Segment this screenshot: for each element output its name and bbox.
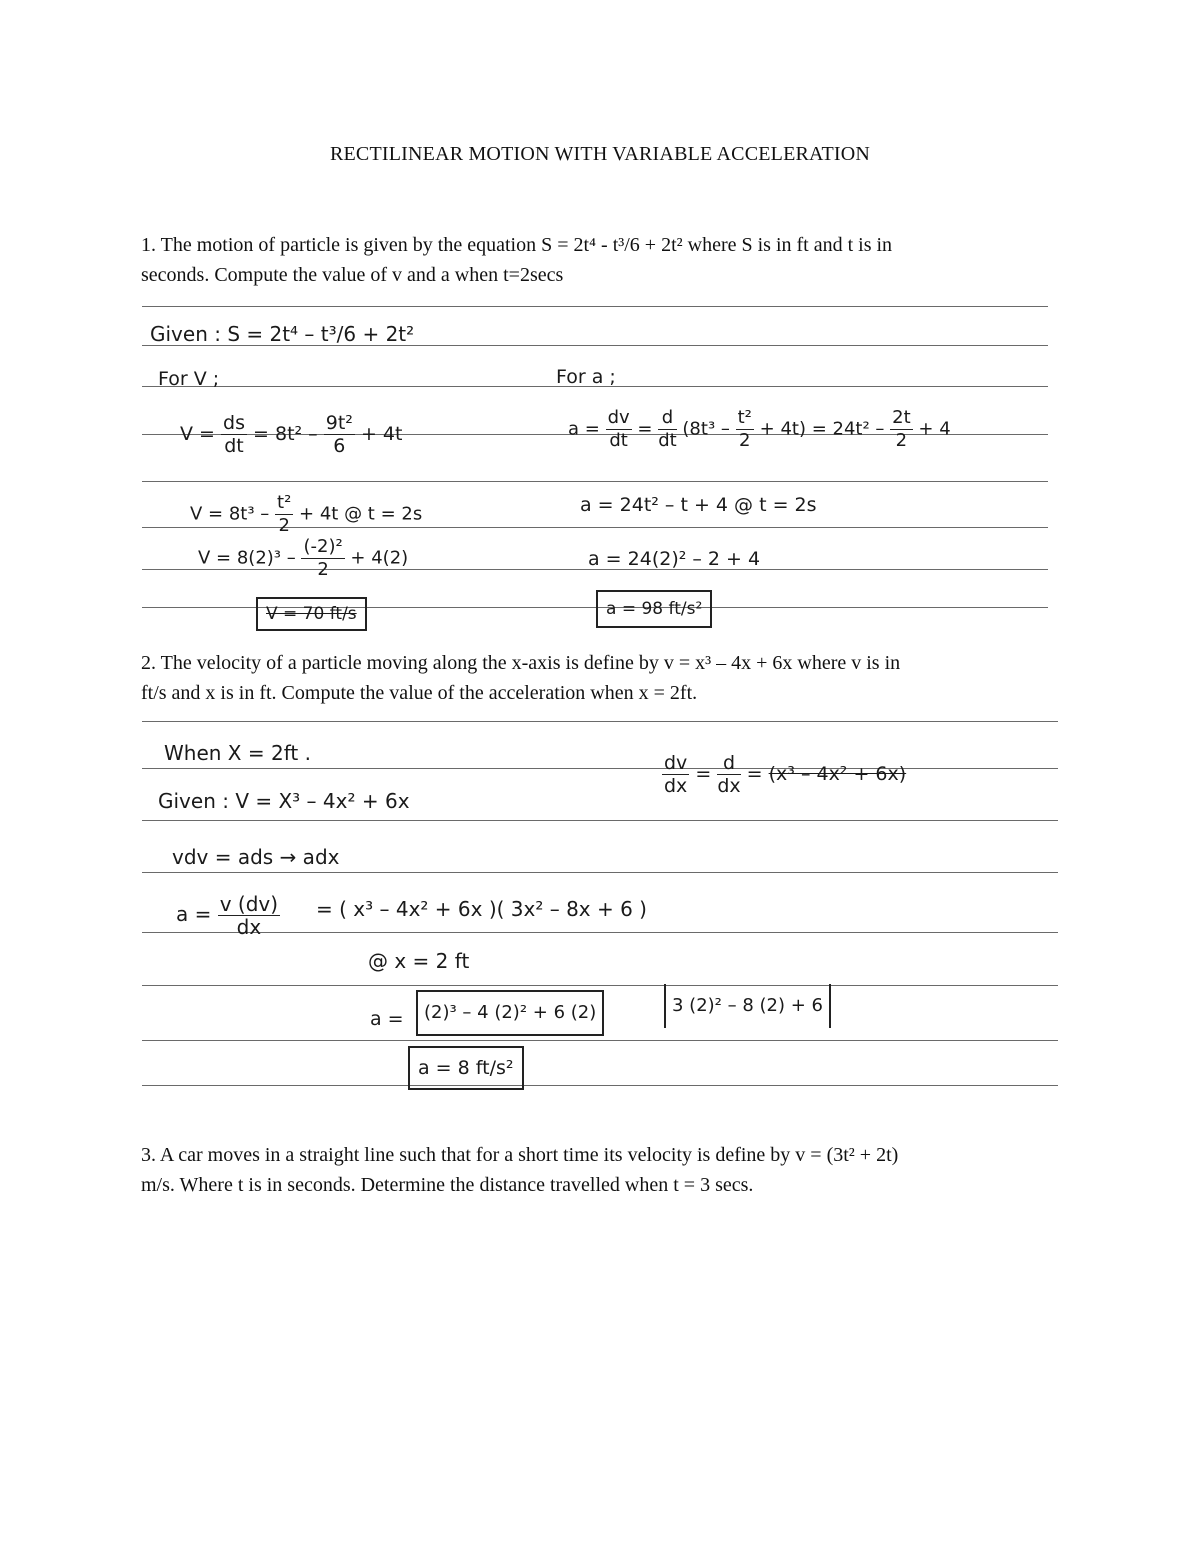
p2-d-n: d bbox=[717, 752, 740, 775]
p1-v-line2 bbox=[190, 492, 422, 537]
p2-dv-expr: (x³ – 4x² + 6x) bbox=[768, 763, 907, 785]
p1-v-rest1: = 8t² – bbox=[253, 423, 318, 445]
p1-v-ds: ds bbox=[223, 412, 245, 434]
p2-dv-frac bbox=[662, 752, 689, 797]
p2-dv-d: dx bbox=[664, 775, 688, 797]
problem-1-line-2: seconds. Compute the value of v and a when t=2secs bbox=[141, 264, 564, 286]
p1-v-line2-b: + 4t @ t = 2s bbox=[299, 503, 423, 525]
p2-a-formula bbox=[176, 893, 280, 938]
p1-v-frac-n: 9t² bbox=[325, 412, 353, 434]
p2-derivative: $\frac{dv}{dx}$ = $\frac{d}{dx}$ = (x³ – 4x² + 6x) bbox=[664, 752, 907, 797]
p1-v-line2-a: V = 8t³ – bbox=[190, 503, 270, 525]
p1-v-line3 bbox=[198, 536, 408, 581]
ruled-line bbox=[142, 768, 1058, 769]
problem-2-line-1: 2. The velocity of a particle moving along the x-axis is define by v = x³ – 4x + 6x where v is in bbox=[141, 652, 901, 674]
p1-a-d: d bbox=[658, 407, 676, 430]
problem-1-text bbox=[141, 230, 1046, 290]
p1-a-result: a = 98 ft/s² bbox=[596, 590, 712, 628]
p2-a-pre: a = bbox=[176, 902, 212, 926]
p1-v-frac-d: 6 bbox=[333, 435, 346, 457]
p1-a-frac4 bbox=[890, 407, 913, 452]
ruled-line bbox=[142, 1040, 1058, 1041]
p1-v-line2-n: t² bbox=[277, 492, 292, 513]
p1-a-end: + 4 bbox=[918, 418, 951, 440]
problem-3-text bbox=[141, 1140, 1046, 1200]
p1-v-prefix: V = bbox=[180, 423, 215, 445]
p1-v-frac2 bbox=[324, 412, 355, 457]
p1-given: Given : S = 2t⁴ – t³/6 + 2t² bbox=[150, 322, 415, 346]
p1-a-dt: dt bbox=[609, 430, 628, 451]
p1-v-line3-a: V = 8(2)³ – bbox=[198, 547, 296, 569]
p1-v-rest2: + 4t bbox=[360, 423, 403, 445]
problem-1-line-1: 1. The motion of particle is given by the equation S = 2t⁴ - t³/6 + 2t² where S is in ft and t is in bbox=[141, 234, 893, 256]
p1-v-line3-d: 2 bbox=[317, 559, 329, 580]
p2-at-x: @ x = 2 ft bbox=[368, 949, 470, 973]
p2-d-d: dx bbox=[717, 775, 741, 797]
p1-a-prefix: a = bbox=[568, 418, 600, 440]
p1-v-dt: dt bbox=[224, 435, 244, 457]
p1-a-line2: a = 24t² – t + 4 @ t = 2s bbox=[580, 494, 817, 516]
p1-a-t2: t² bbox=[737, 407, 752, 428]
ruled-line bbox=[142, 820, 1058, 821]
p2-when: When X = 2ft . bbox=[164, 741, 311, 765]
p1-v-line3-b: + 4(2) bbox=[350, 547, 409, 569]
p1-v-line2-d: 2 bbox=[278, 515, 290, 536]
p1-for-a: For a ; bbox=[556, 366, 616, 388]
p1-v-line2-frac bbox=[275, 492, 293, 537]
p1-v-line3-n: (-2)² bbox=[303, 536, 343, 557]
p1-a-dt2: dt bbox=[658, 430, 677, 451]
p1-a-rest: + 4t) = 24t² – bbox=[759, 418, 885, 440]
p2-a-sub-bracket-2: 3 (2)² – 8 (2) + 6 bbox=[664, 984, 831, 1028]
ruled-line bbox=[142, 1085, 1058, 1086]
p1-a-derivative: a = $\frac{dv}{dt}$ = $\frac{d}{dt}$ (8t³ – $\frac{\text{t²}}{2}$ + 4t) = 24t² – $\frac{2t}{2}$ + 4 bbox=[568, 407, 951, 451]
p2-dv-n: dv bbox=[664, 752, 688, 774]
p2-a-expr: = ( x³ – 4x² + 6x )( 3x² – 8x + 6 ) bbox=[316, 897, 647, 921]
p1-a-frac1 bbox=[606, 407, 632, 452]
p2-d-frac bbox=[717, 752, 740, 797]
p2-a-frac bbox=[218, 893, 280, 938]
ruled-line bbox=[142, 872, 1058, 873]
p1-v-line3-frac bbox=[301, 536, 344, 581]
p2-a-sub-prefix: a = bbox=[370, 1008, 404, 1030]
p1-v-fraction bbox=[221, 412, 247, 457]
p2-a-result: a = 8 ft/s² bbox=[408, 1046, 524, 1090]
p1-a-paren: (8t³ – bbox=[682, 418, 730, 440]
ruled-line bbox=[142, 985, 1058, 986]
p1-a-2: 2 bbox=[739, 430, 751, 451]
p1-for-v: For V ; bbox=[158, 368, 220, 390]
p2-vdv: vdv = ads → adx bbox=[172, 845, 340, 869]
p1-a-line3: a = 24(2)² – 2 + 4 bbox=[588, 548, 761, 570]
p1-a-2t: 2t bbox=[892, 407, 911, 428]
p1-a-frac2 bbox=[658, 407, 676, 452]
problem-2-line-2: ft/s and x is in ft. Compute the value of the acceleration when x = 2ft. bbox=[141, 682, 698, 704]
p1-a-frac3 bbox=[736, 407, 754, 452]
p1-a-dv: dv bbox=[607, 407, 630, 428]
problem-2-text bbox=[141, 648, 1046, 708]
p2-a-sub-bracket-1: (2)³ – 4 (2)² + 6 (2) bbox=[416, 990, 604, 1036]
p2-a-n: v (dv) bbox=[219, 892, 279, 916]
ruled-line bbox=[142, 306, 1048, 307]
ruled-line bbox=[142, 481, 1048, 482]
problem-3-line-1: 3. A car moves in a straight line such that for a short time its velocity is define by v = (3t² + 2t) bbox=[141, 1144, 899, 1166]
problem-3-line-2: m/s. Where t is in seconds. Determine the distance travelled when t = 3 secs. bbox=[141, 1174, 754, 1196]
p1-v-result: V = 70 ft/s bbox=[256, 597, 367, 631]
ruled-line bbox=[142, 721, 1058, 722]
p2-a-d: dx bbox=[236, 915, 262, 939]
p1-a-2b: 2 bbox=[895, 430, 908, 451]
p1-v-derivative bbox=[180, 412, 402, 457]
p2-given: Given : V = X³ – 4x² + 6x bbox=[158, 789, 410, 813]
page-title: RECTILINEAR MOTION WITH VARIABLE ACCELERATION bbox=[329, 143, 871, 165]
